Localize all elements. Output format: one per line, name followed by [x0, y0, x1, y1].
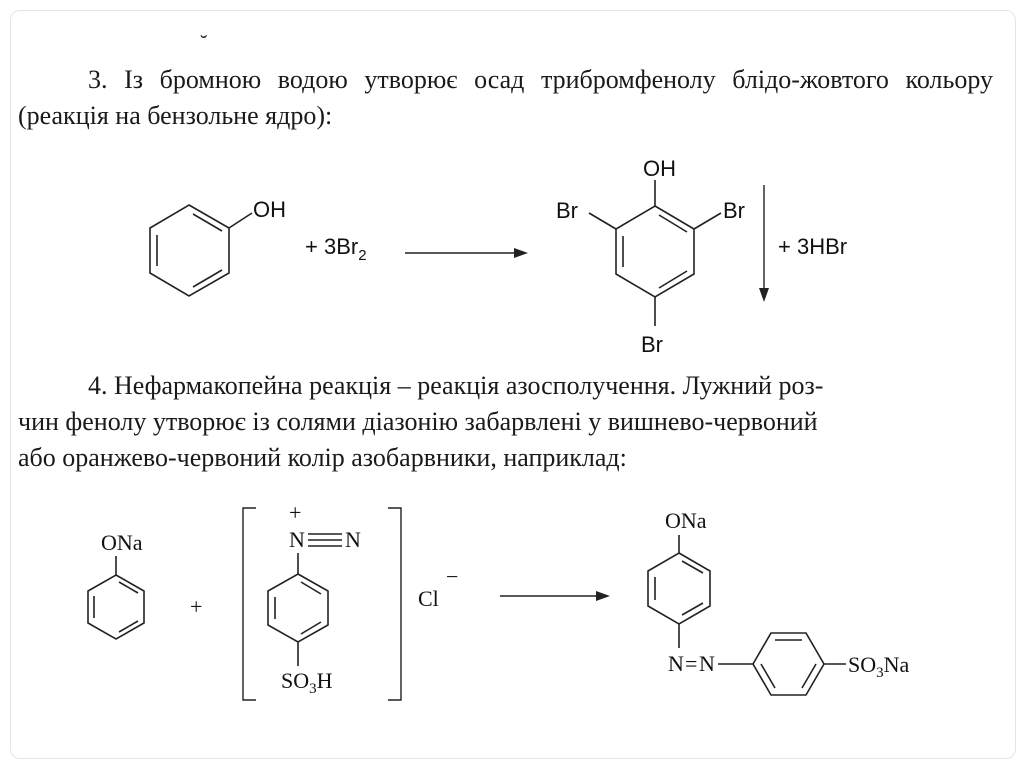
phenol-oh-label: OH: [253, 197, 286, 222]
tbp-br-right: Br: [723, 198, 745, 223]
sodium-phenolate-structure: [88, 530, 144, 639]
diazonium-ring: [268, 574, 328, 642]
tbp-double-bond-1: [659, 215, 687, 232]
paragraph-4-line-1: 4. Нефармакопейна реакція – реакція азосполучення. Лужний роз-: [88, 371, 824, 400]
paragraph-4-line-3: або оранжево-червоний колір азобарвники, наприклад:: [18, 443, 627, 472]
tbp-br-left: Br: [556, 198, 578, 223]
chloride-charge: −: [446, 564, 459, 589]
tbp-oh-label: OH: [643, 156, 676, 181]
reaction-arrow-2: [500, 591, 610, 601]
hbr-byproduct: + 3HBr: [778, 234, 848, 259]
azo-dye-structure: [648, 508, 910, 695]
plus-sign: +: [190, 594, 203, 619]
azo-upper-ring: [648, 553, 710, 624]
tribromophenol-ring: [616, 206, 694, 297]
reaction-arrow-1: [405, 248, 528, 258]
right-bracket: [388, 508, 401, 700]
diazonium-n1: N: [289, 527, 305, 552]
diazonium-salt-structure: [243, 500, 401, 700]
paragraph-3-text: 3. Із бромною водою утворює осад трибромфенолу блідо-жовтого кольору (реакція на бензольне ядро):: [18, 65, 993, 130]
chloride-label: Cl: [418, 586, 439, 611]
phenolate-ona-label: ONa: [101, 530, 143, 555]
precipitate-arrow: [759, 185, 769, 302]
azo-n2: N: [699, 651, 715, 676]
azo-n1: N: [668, 651, 684, 676]
diazonium-so3h-label: $SO_3H$: [281, 668, 333, 697]
paragraph-4-line-2: чин фенолу утворює із солями діазонію забарвлені у вишнево-червоний: [18, 407, 818, 436]
diazonium-n2: N: [345, 527, 361, 552]
azo-ona-label: ONa: [665, 508, 707, 533]
azo-lower-ring: [753, 633, 824, 695]
tbp-br-bottom: Br: [641, 332, 663, 357]
phenol-oh-bond: [229, 213, 252, 228]
azo-double-bond: =: [685, 651, 698, 676]
tbp-double-bond-2: [659, 271, 687, 288]
breve-mark: ˘: [200, 30, 208, 55]
left-bracket: [243, 508, 256, 700]
phenol-ring: [150, 205, 229, 296]
phenolate-ring: [88, 575, 144, 639]
phenol-structure: [150, 197, 286, 296]
diazonium-charge: +: [289, 500, 302, 525]
bromine-reagent: + $3Br_2$: [305, 234, 367, 264]
tribromophenol-structure: [556, 156, 745, 357]
azo-so3na-label: $SO_3Na$: [848, 652, 910, 681]
